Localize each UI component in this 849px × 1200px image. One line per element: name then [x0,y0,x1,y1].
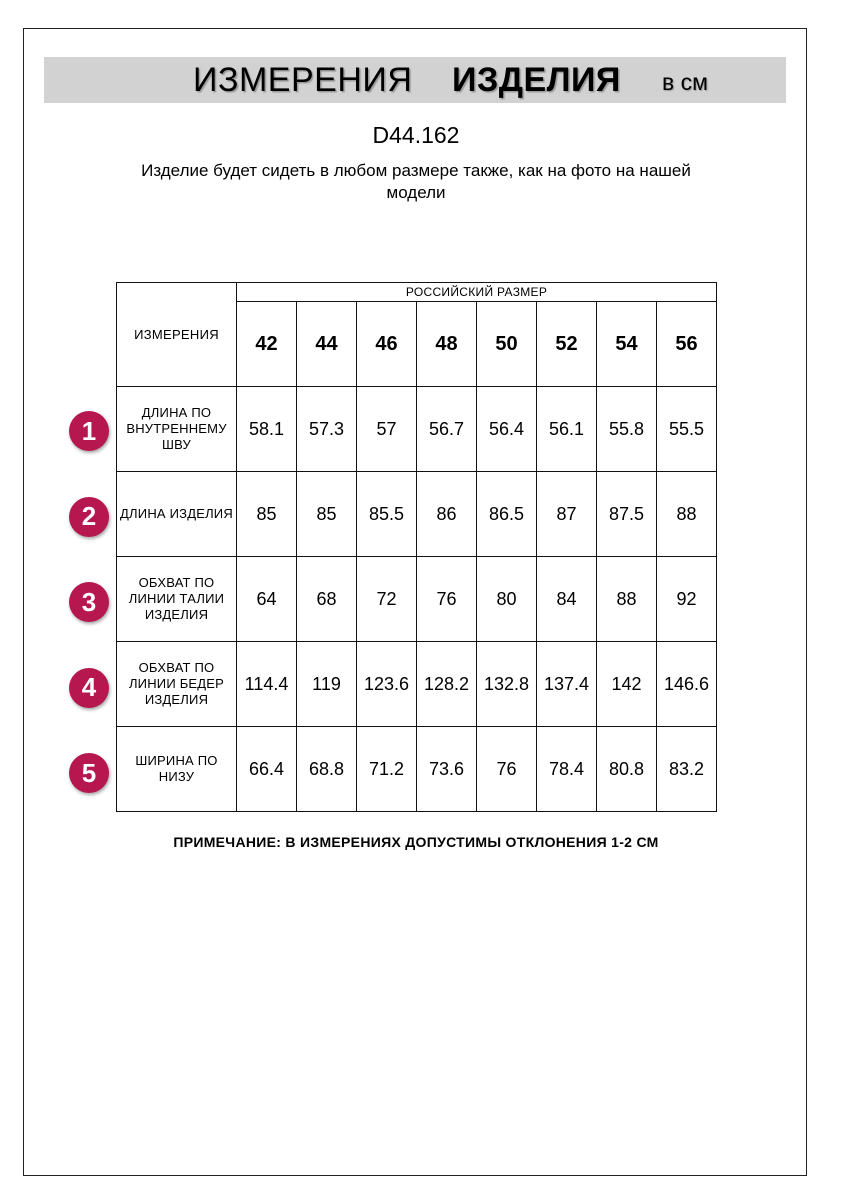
value-cell: 68.8 [297,727,357,812]
value-cell: 68 [297,557,357,642]
value-cell: 56.1 [537,387,597,472]
value-cell: 84 [537,557,597,642]
value-cell: 71.2 [357,727,417,812]
value-cell: 86.5 [477,472,537,557]
header-title-measurements: ИЗМЕРЕНИЯ [193,61,413,99]
size-header-cell: 48 [417,302,477,387]
row-number-badge: 3 [69,582,109,622]
value-cell: 55.8 [597,387,657,472]
value-cell: 76 [477,727,537,812]
value-cell: 114.4 [237,642,297,727]
row-number-badge: 1 [69,411,109,451]
row-label: ОБХВАТ ПО ЛИНИИ ТАЛИИ ИЗДЕЛИЯ [117,557,237,642]
value-cell: 58.1 [237,387,297,472]
value-cell: 137.4 [537,642,597,727]
size-header-cell: 42 [237,302,297,387]
value-cell: 85 [237,472,297,557]
value-cell: 119 [297,642,357,727]
value-cell: 123.6 [357,642,417,727]
value-cell: 88 [597,557,657,642]
row-number-badge: 5 [69,753,109,793]
value-cell: 57.3 [297,387,357,472]
value-cell: 80 [477,557,537,642]
value-cell: 85 [297,472,357,557]
value-cell: 142 [597,642,657,727]
size-header-cell: 54 [597,302,657,387]
value-cell: 66.4 [237,727,297,812]
row-label: ДЛИНА ПО ВНУТРЕННЕМУ ШВУ [117,387,237,472]
value-cell: 85.5 [357,472,417,557]
value-cell: 55.5 [657,387,717,472]
size-header-cell: 46 [357,302,417,387]
size-header-cell: 50 [477,302,537,387]
value-cell: 73.6 [417,727,477,812]
value-cell: 87.5 [597,472,657,557]
header-unit: в см [662,69,708,95]
size-header-cell: 52 [537,302,597,387]
value-cell: 86 [417,472,477,557]
tolerance-note: ПРИМЕЧАНИЕ: В ИЗМЕРЕНИЯХ ДОПУСТИМЫ ОТКЛОНЕНИЯ 1-2 СМ [173,834,659,850]
value-cell: 78.4 [537,727,597,812]
table-row [117,727,717,812]
value-cell: 83.2 [657,727,717,812]
value-cell: 87 [537,472,597,557]
value-cell: 88 [657,472,717,557]
table-row [117,557,717,642]
value-cell: 92 [657,557,717,642]
value-cell: 56.4 [477,387,537,472]
value-cell: 128.2 [417,642,477,727]
row-number-badge: 4 [69,668,109,708]
fit-note: Изделие будет сидеть в любом размере также, как на фото на нашей модели [141,161,691,202]
russian-size-header: РОССИЙСКИЙ РАЗМЕР [237,283,717,302]
table-row [117,642,717,727]
row-label: ШИРИНА ПО НИЗУ [117,727,237,812]
value-cell: 80.8 [597,727,657,812]
value-cell: 146.6 [657,642,717,727]
value-cell: 132.8 [477,642,537,727]
table-row [117,472,717,557]
size-table [116,282,717,812]
size-header-cell: 44 [297,302,357,387]
row-number-badge: 2 [69,497,109,537]
measurements-header: ИЗМЕРЕНИЯ [117,283,237,387]
article-number: D44.162 [372,122,460,148]
row-label: ОБХВАТ ПО ЛИНИИ БЕДЕР ИЗДЕЛИЯ [117,642,237,727]
size-header-cell: 56 [657,302,717,387]
row-label: ДЛИНА ИЗДЕЛИЯ [117,472,237,557]
table-row [117,387,717,472]
value-cell: 56.7 [417,387,477,472]
value-cell: 76 [417,557,477,642]
value-cell: 57 [357,387,417,472]
value-cell: 64 [237,557,297,642]
header-title-product: ИЗДЕЛИЯ [452,61,621,99]
value-cell: 72 [357,557,417,642]
